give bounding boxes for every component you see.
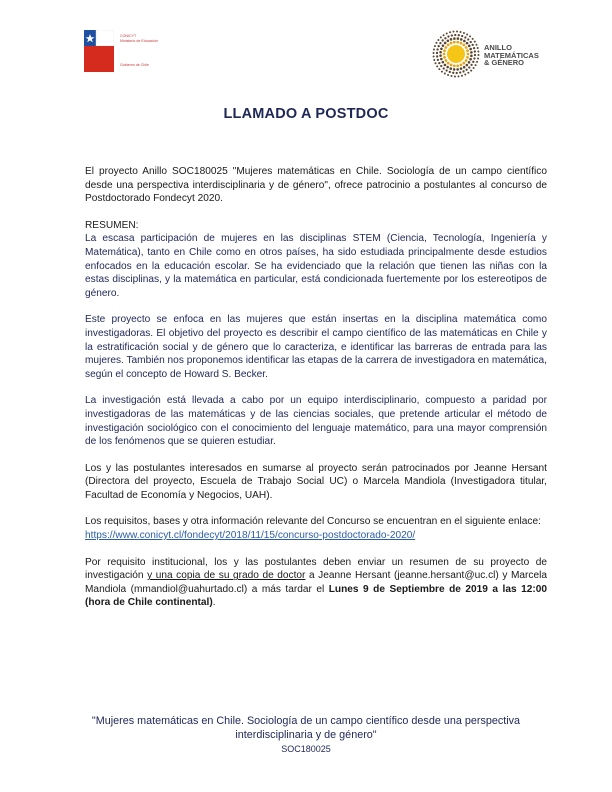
anillo-sun-logo-icon [430, 28, 482, 80]
sun-dot [469, 48, 472, 51]
sponsors-paragraph: Los y las postulantes interesados en sumarse al proyecto serán patrocinados por Jeanne Hersant (Directora del proyecto, Escuela de Trabajo Social UC) o Marcela Mandiola (Investigadora titular, Facultad de Economía y Negocios, UAH). [85, 462, 547, 501]
requirements-paragraph [85, 515, 547, 542]
sun-dot [456, 41, 459, 44]
sun-dot [438, 68, 440, 70]
sun-dot [476, 61, 478, 63]
sun-dot [433, 52, 435, 54]
resumen-paragraph-2: Este proyecto se enfoca en las mujeres que están insertas en la disciplina matemática como investigadoras. El objetivo del proyecto es describir el campo científico de las matemáticas en Chile y la estratificación social y de género que lo caracteriza, e identificar las barreras de entrada para las mujeres. También nos proponemos identificar las etapas de la carrera de investigadora en matemática, según el concepto de Howard S. Becker. [85, 314, 547, 380]
requirements-link[interactable]: https://www.conicyt.cl/fondecyt/2018/11/15/concurso-postdoctorado-2020/ [85, 530, 416, 542]
sun-dot [466, 64, 469, 67]
sun-dot [438, 45, 440, 47]
sun-dot [447, 62, 450, 65]
sun-dot [470, 64, 472, 66]
sun-dot [463, 66, 466, 69]
document-body [85, 165, 547, 623]
sun-dot [442, 61, 445, 64]
sun-dot [461, 35, 463, 37]
sun-dot [460, 31, 462, 33]
sun-dot [444, 37, 446, 39]
sun-dot [441, 71, 443, 73]
sun-dot [477, 51, 479, 53]
sun-dot [435, 62, 437, 64]
sun-dot [468, 61, 471, 64]
sun-dot [475, 64, 477, 66]
sun-dot [453, 64, 456, 67]
sun-dot [477, 54, 479, 56]
sun-dot [438, 62, 440, 64]
sun-dot [468, 66, 470, 68]
final-text-3: . [212, 597, 216, 609]
sun-dot [443, 67, 445, 69]
resumen-paragraph-1: La escasa participación de mujeres en las disciplinas STEM (Ciencia, Tecnología, Ingeniería y Matemática), tanto en Chile como en otros países, ha sido estudiada principalmente desde estudios enfocados en la educación escolar. Se ha evidenciado que la relación que tienen las niñas con la estas disciplinas, y la matemática en particular, está condicionada fuertemente por los estereotipos de género. [85, 233, 547, 299]
sun-dot [436, 48, 438, 50]
sun-dot [440, 65, 442, 67]
sun-dot [450, 75, 452, 77]
sun-dot [463, 40, 466, 43]
sun-dot [453, 31, 455, 33]
sun-dot [433, 56, 435, 58]
sun-dot [456, 31, 458, 33]
sun-dot [445, 69, 447, 71]
sun-dot [436, 52, 438, 54]
sun-dot [469, 35, 471, 37]
sun-dot [443, 49, 446, 52]
requirements-text: Los requisitos, bases y otra información relevante del Concurso se encuentran en el siguiente enlace: [85, 516, 541, 528]
sun-dot [464, 73, 466, 75]
sun-dot [436, 55, 438, 57]
resumen-paragraph-3: La investigación está llevada a cabo por un equipo interdisciplinario, compuesto a paridad por investigadoras de las matemáticas y de las ciencias sociales, que pretende articular el método de investigación sociológico con el conocimiento del lenguaje matemático, para una mayor comprensión de los fenómenos que se quieren estudiar. [85, 395, 547, 448]
sun-dot [442, 39, 444, 41]
footer-project-title: "Mujeres matemáticas en Chile. Sociología de un campo científico desde una perspectiva interdisciplinaria y de género" [91, 715, 521, 741]
sun-dot [460, 67, 463, 70]
sun-dot [463, 32, 465, 34]
sun-dot [447, 74, 449, 76]
conicyt-logo-text: CONICYT Ministerio de Educación [120, 34, 159, 43]
sun-dot [439, 42, 441, 44]
sun-dot [475, 44, 477, 46]
sun-dot [451, 34, 453, 36]
sun-dot [466, 49, 469, 52]
sun-dot [466, 56, 469, 59]
sun-dot [456, 72, 458, 74]
sun-dot [456, 64, 459, 67]
sun-dot [470, 41, 472, 43]
sun-dot [472, 38, 474, 40]
final-underlined-text: y una copia de su grado de doctor [147, 570, 306, 582]
sun-dot [462, 70, 464, 72]
sun-dot [465, 59, 468, 62]
page-footer [60, 714, 552, 756]
sun-dot [474, 41, 476, 43]
sun-dot [473, 47, 475, 49]
sun-core [447, 45, 465, 63]
sun-dot [440, 36, 442, 38]
sun-dot [474, 50, 476, 52]
sun-dot [433, 48, 435, 50]
sun-dot [443, 53, 446, 56]
sun-dot [440, 58, 443, 61]
sun-dot [436, 65, 438, 67]
anillo-logo-text: ANILLO MATEMÁTICAS & GÉNERO [484, 43, 539, 68]
sun-dot [470, 51, 473, 54]
sun-dot [477, 58, 479, 60]
sun-dot [467, 53, 470, 56]
sun-dot [468, 45, 471, 48]
sun-dot [439, 51, 442, 54]
sun-dot [465, 46, 468, 49]
sun-dot [447, 40, 450, 43]
final-text-2: a Jeanne Hersant (jeanne.hersant@uc.cl) y Marcela Mandiola (mmandiol@uahurtado.cl) a más tardar el [85, 570, 547, 595]
sun-dot [450, 42, 453, 45]
sun-dot [453, 68, 456, 71]
sun-dot [462, 62, 465, 65]
sun-dot [458, 75, 460, 77]
sun-dot [439, 54, 442, 57]
sun-dot [472, 44, 474, 46]
resumen-label: RESUMEN: [85, 219, 139, 231]
sun-dot [437, 39, 439, 41]
sun-dot [450, 64, 453, 67]
sun-dot [443, 34, 445, 36]
sun-dot [466, 33, 468, 35]
sun-dot [473, 57, 475, 59]
sun-dot [449, 31, 451, 33]
sun-dot [449, 71, 451, 73]
sun-dot [460, 38, 463, 41]
footer-project-code: SOC180025 [281, 744, 331, 754]
gobierno-de-chile-text: Gobierno de Chile [120, 63, 149, 67]
sun-dot [470, 70, 472, 72]
sun-dot [466, 42, 469, 45]
sun-dot [460, 64, 463, 67]
sun-dot [447, 44, 450, 47]
sun-dot [462, 44, 465, 47]
sun-dot [444, 73, 446, 75]
sun-dot [450, 38, 453, 41]
sun-dot [435, 42, 437, 44]
sun-dot [452, 72, 454, 74]
sun-dot [454, 75, 456, 77]
sun-dot [465, 69, 467, 71]
sun-dot [454, 34, 456, 36]
final-paragraph [85, 556, 547, 610]
sun-dot [447, 35, 449, 37]
sun-dot [461, 75, 463, 77]
sun-dot [442, 44, 445, 47]
sun-dot [445, 46, 448, 49]
sun-dot [472, 61, 474, 63]
sun-dot [449, 67, 452, 70]
sun-dot [467, 72, 469, 74]
sun-dot [457, 37, 460, 40]
sun-dot [433, 59, 435, 61]
sun-dot [473, 67, 475, 69]
sun-dot [434, 45, 436, 47]
sun-dot [444, 42, 447, 45]
sun-dot [456, 68, 459, 71]
sun-dot [459, 71, 461, 73]
sun-dot [469, 58, 472, 61]
sun-dot [474, 54, 476, 56]
sun-dot [458, 34, 460, 36]
sun-dot [453, 41, 456, 44]
sun-dot [443, 56, 446, 59]
sun-dot [437, 59, 439, 61]
page-title: LLAMADO A POSTDOC [223, 106, 389, 122]
sun-dot [453, 37, 456, 40]
deadline-text: Lunes 9 de Septiembre de 2019 a las 12:00 (hora de Chile continental) [85, 583, 547, 609]
sun-dot [460, 42, 463, 45]
sun-dot [470, 55, 473, 58]
sun-dot [440, 47, 443, 50]
sun-dot [464, 36, 466, 38]
conicyt-logo-icon [84, 30, 114, 72]
intro-paragraph: El proyecto Anillo SOC180025 "Mujeres matemáticas en Chile. Sociología de un campo científico desde una perspectiva interdisciplinaria y de género", ofrece patrocinio a postulantes al concurso de Postdoctorado Fondecyt 2020. [85, 166, 547, 205]
sun-dot [467, 38, 469, 40]
sun-dot [477, 47, 479, 49]
sun-dot [446, 66, 449, 69]
sun-dot [445, 59, 448, 62]
sun-dot [446, 33, 448, 35]
final-text-1: Por requisito institucional, los y las postulantes deben enviar un resumen de su proyecto de investigación [85, 556, 547, 582]
sun-dot [444, 64, 447, 67]
